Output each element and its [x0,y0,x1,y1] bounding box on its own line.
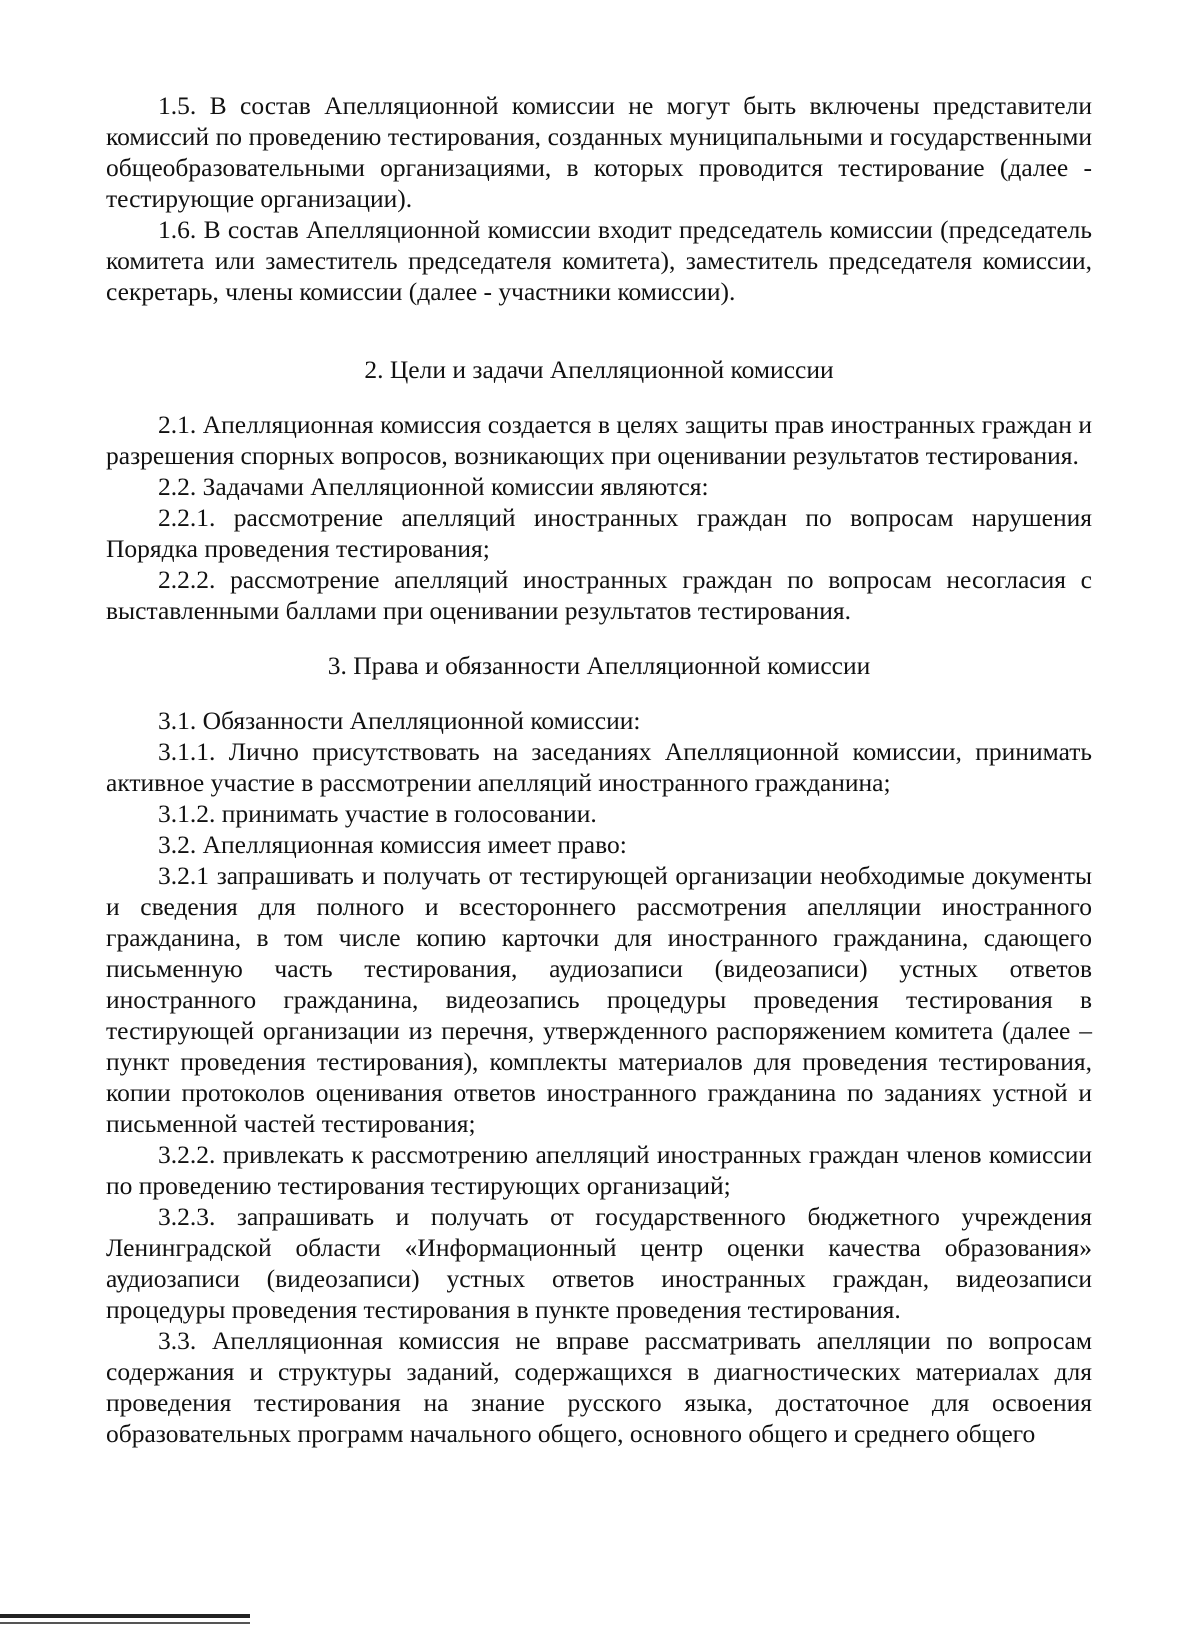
footnote-divider-underline [0,1622,250,1624]
paragraph-3-1-2: 3.1.2. принимать участие в голосовании. [158,799,597,828]
paragraph-2-2-2: 2.2.2. рассмотрение апелляций иностранных граждан по вопросам несогласия с выставленными баллами при оценивании результатов тестирования. [106,565,1092,625]
paragraph-3-2-3: 3.2.3. запрашивать и получать от государственного бюджетного учреждения Ленинградской области «Информационный центр оценки качества образования» аудиозаписи (видеозаписи) устных ответов иностранных граждан, видеозаписи процедуры проведения тестирования в пункте проведения тестирования. [106,1202,1092,1324]
paragraph-3-2: 3.2. Апелляционная комиссия имеет право: [158,830,627,859]
document-body [106,90,1092,1449]
paragraph-3-3: 3.3. Апелляционная комиссия не вправе рассматривать апелляции по вопросам содержания и структуры заданий, содержащихся в диагностических материалах для проведения тестирования на знание русского языка, достаточное для освоения образовательных программ начального общего, основного общего и среднего общего [106,1326,1092,1448]
paragraph-1-6: 1.6. В состав Апелляционной комиссии входит председатель комиссии (председатель комитета или заместитель председателя комитета), заместитель председателя комиссии, секретарь, члены комиссии (далее - участники комиссии). [106,215,1092,306]
section-3-heading: 3. Права и обязанности Апелляционной комиссии [327,651,871,680]
spacer [106,385,1092,409]
paragraph-2-1: 2.1. Апелляционная комиссия создается в целях защиты прав иностранных граждан и разрешения спорных вопросов, возникающих при оценивании результатов тестирования. [106,410,1092,470]
spacer [106,626,1092,650]
paragraph-1-5: 1.5. В состав Апелляционной комиссии не могут быть включены представители комиссий по проведению тестирования, созданных муниципальными и государственными общеобразовательными организациями, в которых проводится тестирование (далее - тестирующие организации). [106,91,1092,213]
paragraph-2-2: 2.2. Задачами Апелляционной комиссии являются: [158,472,709,501]
paragraph-3-1-1: 3.1.1. Лично присутствовать на заседаниях Апелляционной комиссии, принимать активное участие в рассмотрении апелляций иностранного гражданина; [106,737,1092,797]
spacer [106,681,1092,705]
section-2-heading: 2. Цели и задачи Апелляционной комиссии [364,355,834,384]
paragraph-2-2-1: 2.2.1. рассмотрение апелляций иностранных граждан по вопросам нарушения Порядка проведения тестирования; [106,503,1092,563]
footnote-divider [0,1614,250,1618]
paragraph-3-2-1: 3.2.1 запрашивать и получать от тестирующей организации необходимые документы и сведения для полного и всестороннего рассмотрения апелляции иностранного гражданина, в том числе копию карточки для иностранного гражданина, сдающего письменную часть тестирования, аудиозаписи (видеозаписи) устных ответов иностранного гражданина, видеозапись процедуры проведения тестирования в тестирующей организации из перечня, утвержденного распоряжением комитета (далее – пункт проведения тестирования), комплекты материалов для проведения тестирования, копии протоколов оценивания ответов иностранного гражданина по заданиях устной и письменной частей тестирования; [106,861,1092,1138]
paragraph-3-1: 3.1. Обязанности Апелляционной комиссии: [158,706,641,735]
spacer [106,307,1092,354]
paragraph-3-2-2: 3.2.2. привлекать к рассмотрению апелляций иностранных граждан членов комиссии по проведению тестирования тестирующих организаций; [106,1140,1092,1200]
